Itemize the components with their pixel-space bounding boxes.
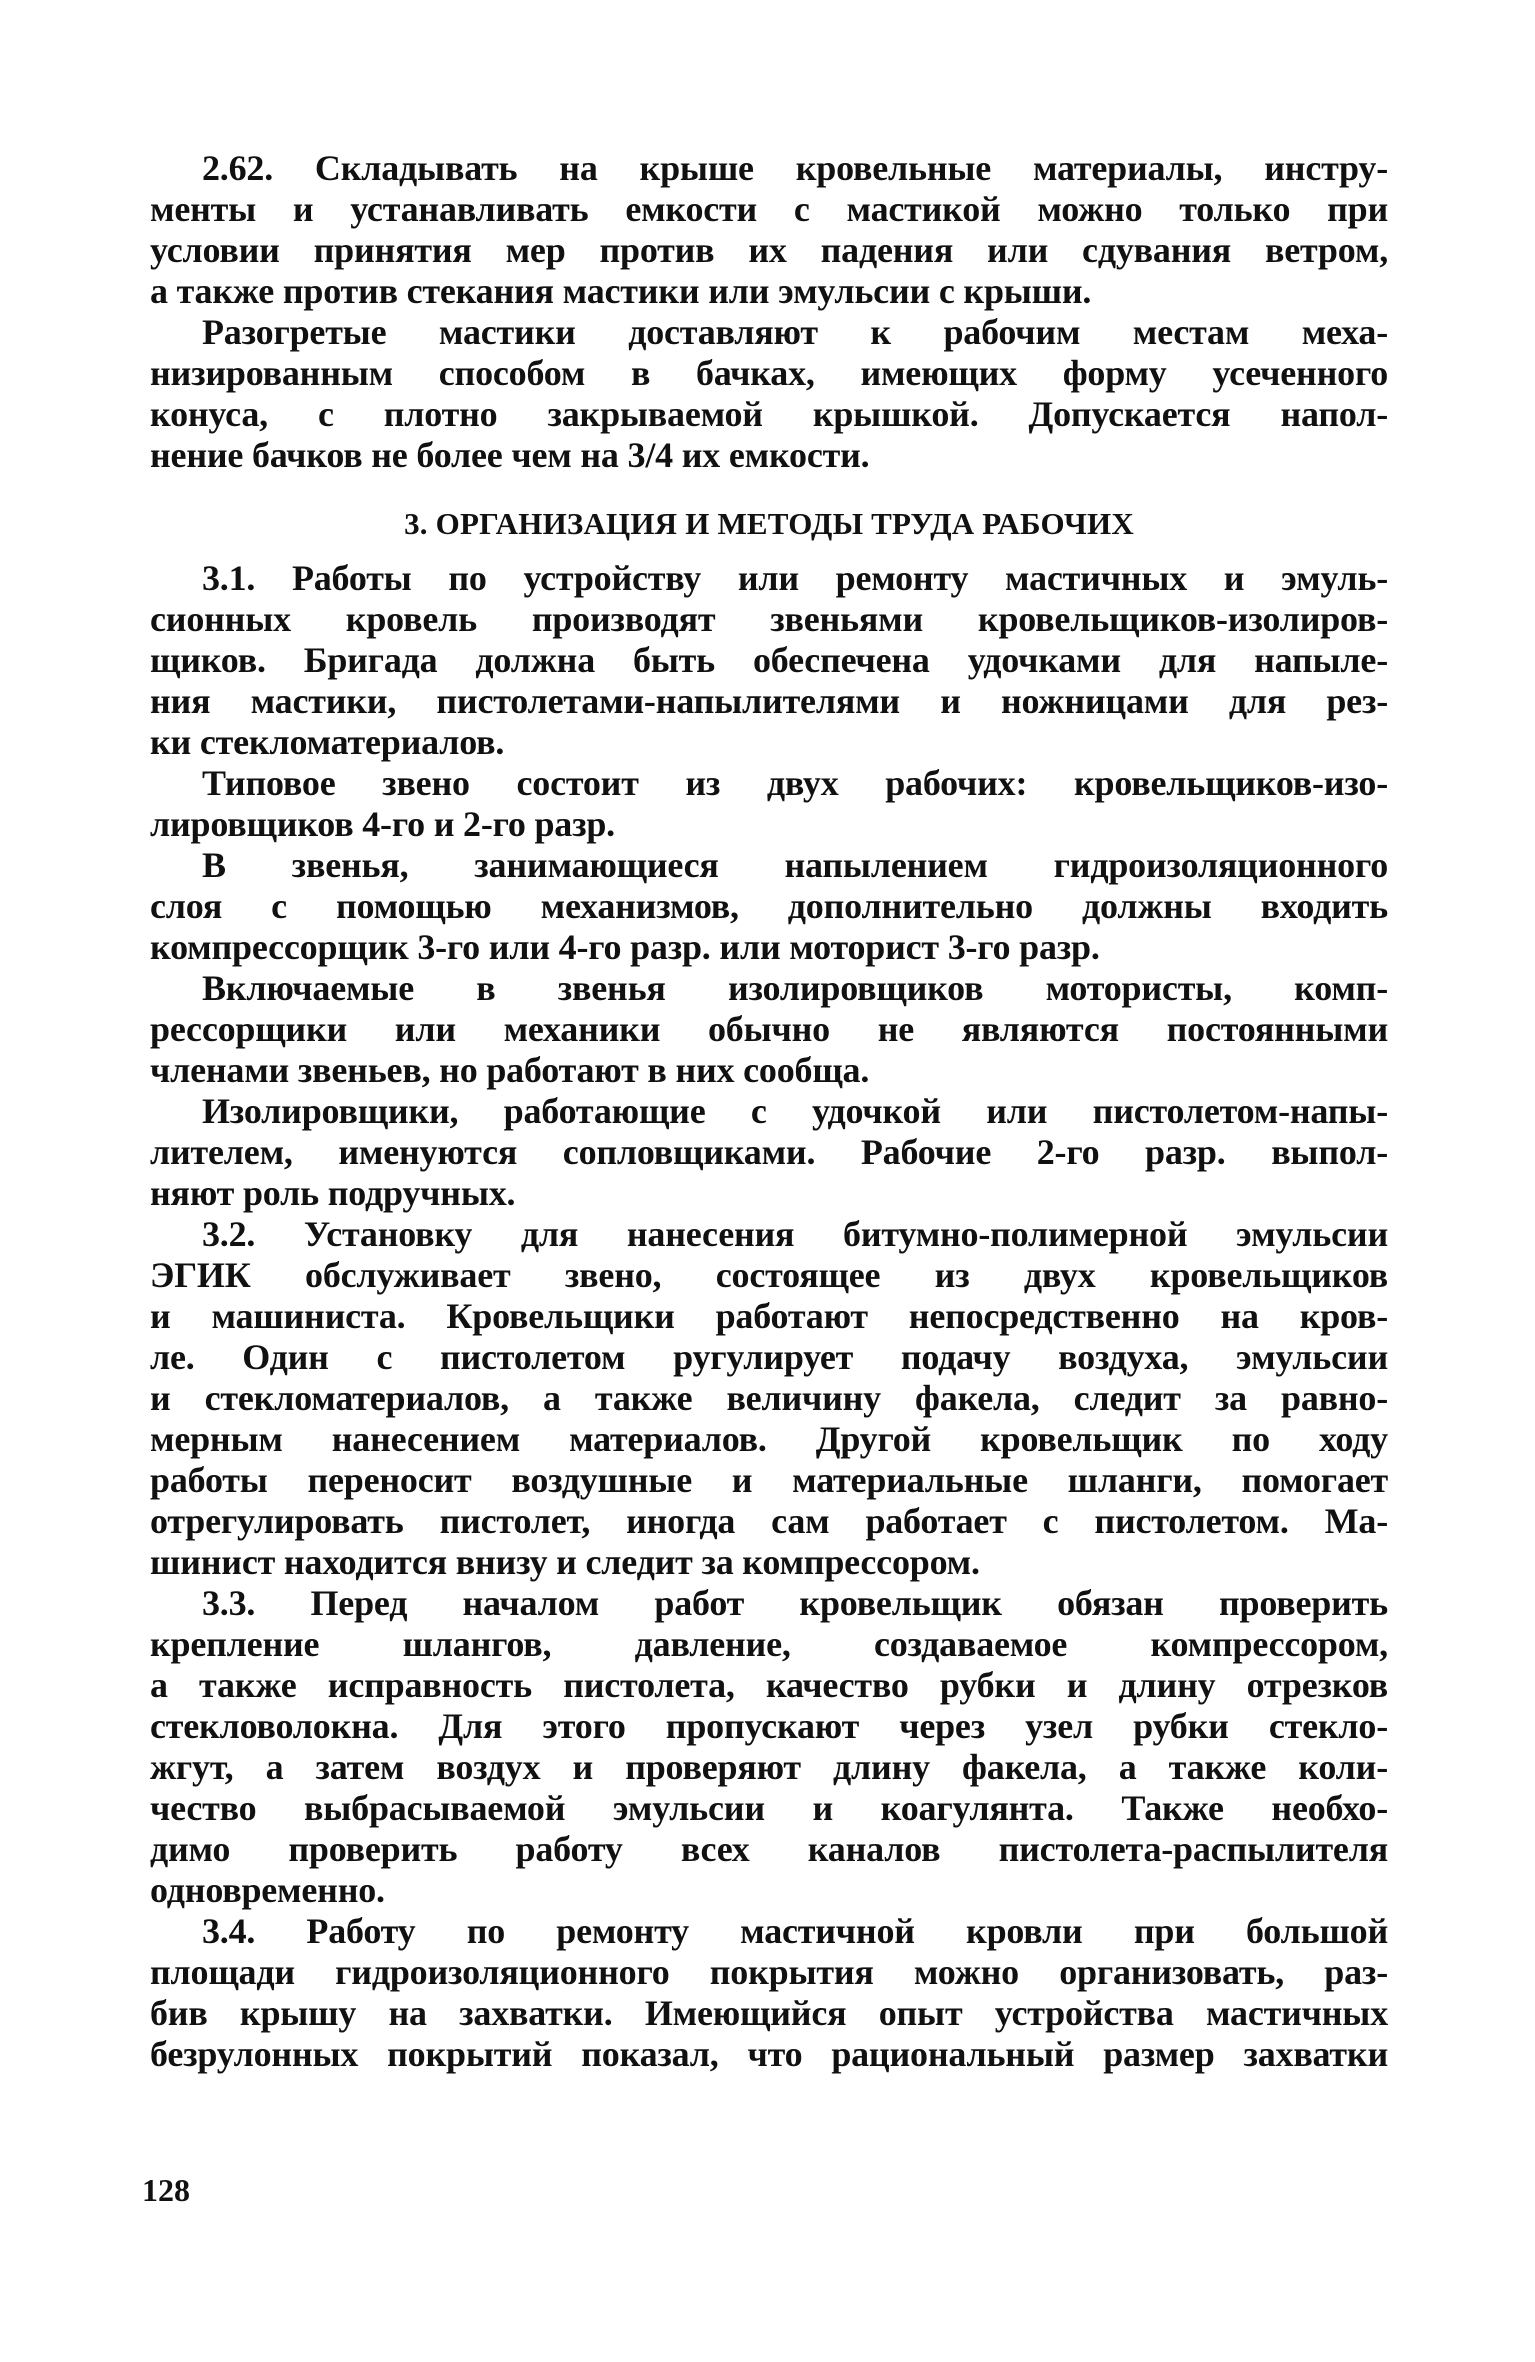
text-line: условии принятия мер против их падения или сдувания ветром,: [150, 230, 1388, 270]
page-number: 128: [142, 2172, 190, 2208]
text-line: крепление шлангов, давление, создаваемое компрессором,: [150, 1624, 1388, 1664]
text-line: бив крышу на захватки. Имеющийся опыт устройства мастичных: [150, 1993, 1388, 2033]
text-line: а также против стекания мастики или эмульсии с крыши.: [150, 271, 1092, 311]
text-line: 3.3. Перед началом работ кровельщик обязан проверить: [202, 1583, 1388, 1623]
text-line: сионных кровель производят звеньями кровельщиков-изолиров-: [150, 599, 1388, 639]
text-line: ки стекломатериалов.: [150, 722, 505, 762]
text-line: 3.1. Работы по устройству или ремонту мастичных и эмуль-: [202, 558, 1388, 598]
text-line: жгут, а затем воздух и проверяют длину факела, а также коли-: [150, 1747, 1388, 1787]
text-line: конуса, с плотно закрываемой крышкой. Допускается напол-: [150, 394, 1388, 434]
text-line: Включаемые в звенья изолировщиков мотористы, комп-: [202, 968, 1388, 1008]
paragraph: [150, 1214, 1388, 1583]
text-line: чество выбрасываемой эмульсии и коагулянта. Также необхо-: [150, 1788, 1388, 1828]
text-line: В звенья, занимающиеся напылением гидроизоляционного: [202, 845, 1388, 885]
text-line: Типовое звено состоит из двух рабочих: кровельщиков-изо-: [202, 763, 1388, 803]
text-line: низированным способом в бачках, имеющих форму усеченного: [150, 353, 1388, 393]
paragraph: [150, 558, 1388, 763]
text-line: ле. Один с пистолетом ругулирует подачу воздуха, эмульсии: [150, 1337, 1388, 1377]
text-line: одновременно.: [150, 1870, 385, 1910]
text-line: площади гидроизоляционного покрытия можно организовать, раз-: [150, 1952, 1388, 1992]
page-body: [150, 148, 1388, 2075]
text-line: членами звеньев, но работают в них сообща.: [150, 1050, 870, 1090]
text-line: компрессорщик 3-го или 4-го разр. или моторист 3-го разр.: [150, 927, 1100, 967]
text-line: щиков. Бригада должна быть обеспечена удочками для напыле-: [150, 640, 1388, 680]
paragraph: [150, 148, 1388, 312]
text-line: лировщиков 4-го и 2-го разр.: [150, 804, 615, 844]
paragraph: [150, 1911, 1388, 2075]
paragraph: [150, 845, 1388, 968]
text-line: 3.2. Установку для нанесения битумно-полимерной эмульсии: [202, 1214, 1388, 1254]
text-line: отрегулировать пистолет, иногда сам работает с пистолетом. Ма-: [150, 1501, 1388, 1541]
text-line: слоя с помощью механизмов, дополнительно должны входить: [150, 886, 1388, 926]
text-line: нение бачков не более чем на 3/4 их емкости.: [150, 435, 870, 475]
text-line: ЭГИК обслуживает звено, состоящее из двух кровельщиков: [150, 1255, 1388, 1295]
text-line: а также исправность пистолета, качество рубки и длину отрезков: [150, 1665, 1388, 1705]
paragraph: [150, 312, 1388, 476]
text-line: мерным нанесением материалов. Другой кровельщик по ходу: [150, 1419, 1388, 1459]
text-line: менты и устанавливать емкости с мастикой можно только при: [150, 189, 1388, 229]
text-line: и стекломатериалов, а также величину факела, следит за равно-: [150, 1378, 1388, 1418]
text-line: шинист находится внизу и следит за компрессором.: [150, 1542, 980, 1582]
text-line: лителем, именуются сопловщиками. Рабочие 2-го разр. выпол-: [150, 1132, 1388, 1172]
paragraph: [150, 1583, 1388, 1911]
text-line: 2.62. Складывать на крыше кровельные материалы, инстру-: [202, 148, 1388, 188]
paragraph: [150, 1091, 1388, 1214]
text-line: работы переносит воздушные и материальные шланги, помогает: [150, 1460, 1388, 1500]
section-heading: 3. ОРГАНИЗАЦИЯ И МЕТОДЫ ТРУДА РАБОЧИХ: [404, 506, 1134, 541]
text-line: няют роль подручных.: [150, 1173, 516, 1213]
text-line: Изолировщики, работающие с удочкой или пистолетом-напы-: [202, 1091, 1388, 1131]
text-line: Разогретые мастики доставляют к рабочим местам меха-: [202, 312, 1388, 352]
text-line: рессорщики или механики обычно не являются постоянными: [150, 1009, 1388, 1049]
text-line: 3.4. Работу по ремонту мастичной кровли при большой: [202, 1911, 1388, 1951]
paragraph: [150, 763, 1388, 845]
text-line: безрулонных покрытий показал, что рациональный размер захватки: [150, 2034, 1388, 2074]
text-line: ния мастики, пистолетами-напылителями и ножницами для рез-: [150, 681, 1388, 721]
paragraph: [150, 968, 1388, 1091]
text-line: стекловолокна. Для этого пропускают через узел рубки стекло-: [150, 1706, 1388, 1746]
text-line: димо проверить работу всех каналов пистолета-распылителя: [150, 1829, 1388, 1869]
text-line: и машиниста. Кровельщики работают непосредственно на кров-: [150, 1296, 1388, 1336]
